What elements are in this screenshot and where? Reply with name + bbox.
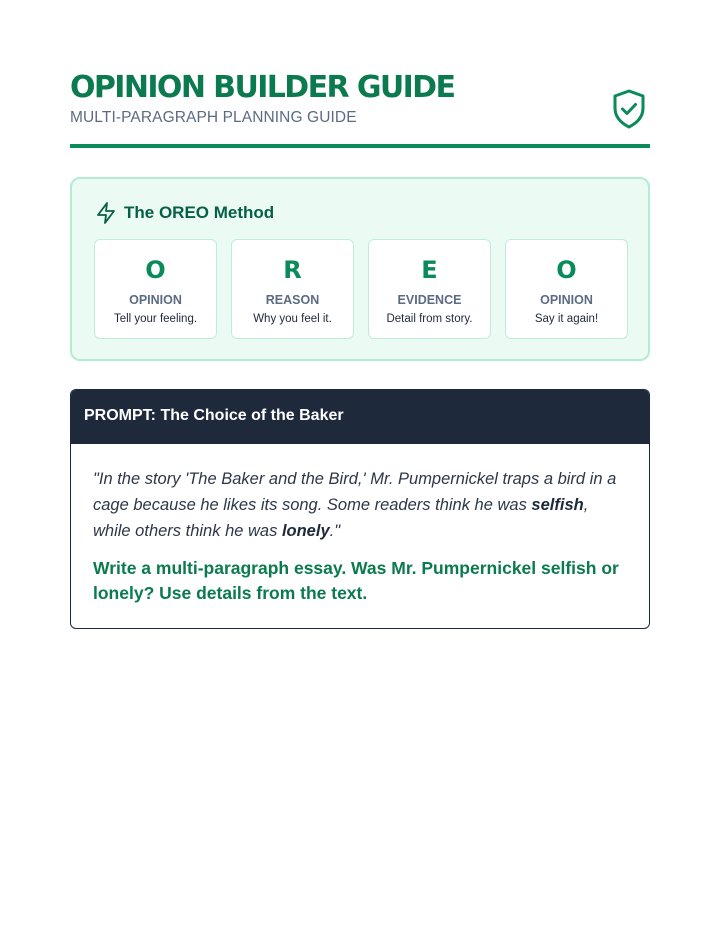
page-header bbox=[70, 70, 650, 148]
oreo-letter: O bbox=[145, 256, 166, 284]
page-subtitle: MULTI-PARAGRAPH PLANNING GUIDE bbox=[70, 109, 357, 126]
oreo-card-evidence bbox=[368, 239, 491, 339]
lightning-bolt-icon bbox=[94, 201, 118, 225]
oreo-card-reason bbox=[231, 239, 354, 339]
oreo-card-opinion bbox=[94, 239, 217, 339]
oreo-desc: Why you feel it. bbox=[253, 313, 332, 325]
oreo-name: EVIDENCE bbox=[397, 293, 462, 307]
prompt-quote bbox=[93, 466, 627, 544]
oreo-letter: R bbox=[283, 256, 302, 284]
quote-text: ." bbox=[329, 522, 341, 540]
quote-bold-lonely: lonely bbox=[281, 522, 330, 540]
oreo-desc: Tell your feeling. bbox=[113, 313, 198, 325]
prompt-card bbox=[70, 389, 650, 629]
oreo-cards bbox=[94, 239, 628, 339]
prompt-task: Write a multi-paragraph essay. Was Mr. Pumpernickel selfish or lonely? Use details from the text. bbox=[93, 558, 619, 603]
oreo-method-panel bbox=[70, 177, 650, 361]
oreo-name: OPINION bbox=[129, 293, 182, 307]
oreo-letter: E bbox=[421, 256, 438, 284]
oreo-name: OPINION bbox=[540, 293, 593, 307]
oreo-card-opinion-restated bbox=[505, 239, 628, 339]
prompt-header: PROMPT: The Choice of the Baker bbox=[71, 390, 649, 444]
shield-check-icon bbox=[612, 89, 646, 129]
oreo-desc: Say it again! bbox=[534, 313, 599, 325]
quote-text: , while others think he was bbox=[93, 496, 589, 540]
page-title: OPINION BUILDER GUIDE bbox=[70, 70, 455, 105]
quote-text: "In the story 'The Baker and the Bird,' Mr. Pumpernickel traps a bird in a cage because he likes its song. Some readers think he was bbox=[93, 470, 617, 514]
quote-bold-selfish: selfish bbox=[531, 496, 584, 514]
oreo-letter: O bbox=[556, 256, 577, 284]
oreo-desc: Detail from story. bbox=[386, 313, 473, 325]
oreo-heading bbox=[94, 201, 274, 225]
oreo-heading-text: The OREO Method bbox=[124, 203, 275, 222]
prompt-body bbox=[71, 444, 649, 606]
oreo-name: REASON bbox=[265, 293, 320, 307]
